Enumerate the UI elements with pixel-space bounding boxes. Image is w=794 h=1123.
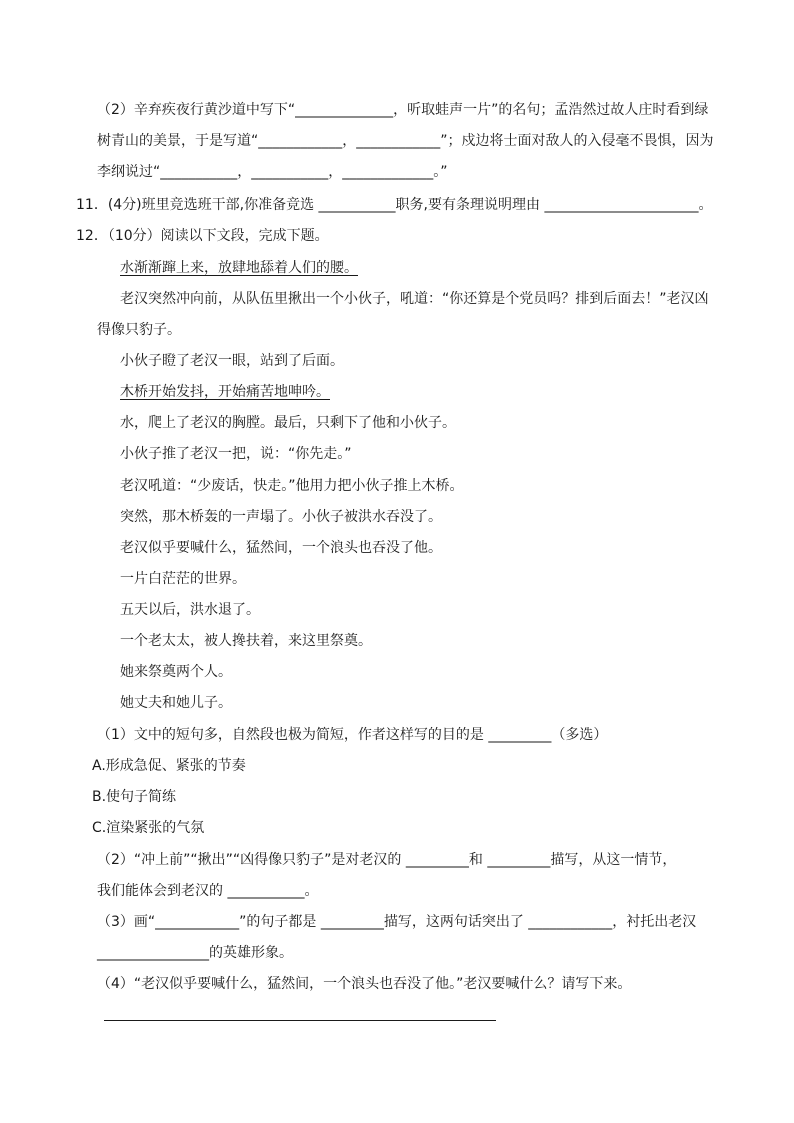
- passage-paragraph: 突然，那木桥轰的一声塌了。小伙子被洪水吞没了。: [120, 509, 442, 525]
- sub-question-2-line-1: （2）“冲上前”“揪出”“凶得像只豹子”是对老汉的 _________和 _________描写，从这一情节，: [97, 852, 677, 868]
- option-a: A.形成急促、紧张的节奏: [92, 758, 246, 774]
- passage-paragraph: 老汉似乎要喊什么，猛然间，一个浪头也吞没了他。: [120, 540, 442, 556]
- option-b: B.使句子简练: [92, 789, 177, 805]
- passage-paragraph: 小伙子推了老汉一把，说：“你先走。”: [120, 446, 352, 462]
- passage-paragraph: 她丈夫和她儿子。: [120, 695, 232, 711]
- passage-underlined-sentence-1: 水渐渐蹿上来，放肆地舔着人们的腰。: [120, 260, 358, 276]
- passage-underlined-sentence-2: 木桥开始发抖，开始痛苦地呻吟。: [120, 384, 330, 400]
- question-11: 11．(4分)班里竞选班干部,你准备竞选 ___________职务,要有条理说明理由 ______________________。: [76, 197, 713, 213]
- sub-question-3-line-1: （3）画“____________”的句子都是 _________描写，这两句话突出了 ____________，衬托出老汉: [97, 914, 697, 930]
- sub-question-1: （1）文中的短句多，自然段也极为简短，作者这样写的目的是 _________（多选）: [97, 727, 608, 743]
- sub-question-2-line-2: 我们能体会到老汉的 ___________。: [97, 883, 319, 899]
- passage-paragraph: 老汉突然冲向前，从队伍里揪出一个小伙子，吼道：“你还算是个党员吗？排到后面去！”老汉凶: [120, 291, 709, 307]
- poem-question-line-3: 李纲说过“___________，___________，_____________。”: [97, 164, 448, 180]
- answer-line: [104, 1020, 496, 1021]
- passage-paragraph: 她来祭奠两个人。: [120, 664, 232, 680]
- sub-question-4: （4）“老汉似乎要喊什么，猛然间，一个浪头也吞没了他。”老汉要喊什么？请写下来。: [97, 976, 632, 992]
- passage-paragraph: 一个老太太，被人搀扶着，来这里祭奠。: [120, 633, 372, 649]
- passage-paragraph: 五天以后，洪水退了。: [120, 602, 260, 618]
- sub-question-3-line-2: ________________的英雄形象。: [97, 945, 293, 961]
- passage-paragraph: 小伙子瞪了老汉一眼，站到了后面。: [120, 353, 344, 369]
- option-c: C.渲染紧张的气氛: [92, 820, 205, 836]
- passage-paragraph: 一片白茫茫的世界。: [120, 571, 246, 587]
- poem-question-line-2: 树青山的美景，于是写道“____________，____________”；戍边将士面对敌人的入侵毫不畏惧，因为: [97, 133, 714, 149]
- passage-paragraph: 得像只豹子。: [97, 322, 181, 338]
- passage-paragraph: 水，爬上了老汉的胸膛。最后，只剩下了他和小伙子。: [120, 415, 456, 431]
- poem-question-line-1: （2）辛弃疾夜行黄沙道中写下“______________，听取蛙声一片”的名句；孟浩然过故人庄时看到绿: [97, 102, 709, 118]
- question-12-title: 12．（10分）阅读以下文段，完成下题。: [76, 228, 329, 244]
- passage-paragraph: 老汉吼道：“少废话，快走。”他用力把小伙子推上木桥。: [120, 478, 464, 494]
